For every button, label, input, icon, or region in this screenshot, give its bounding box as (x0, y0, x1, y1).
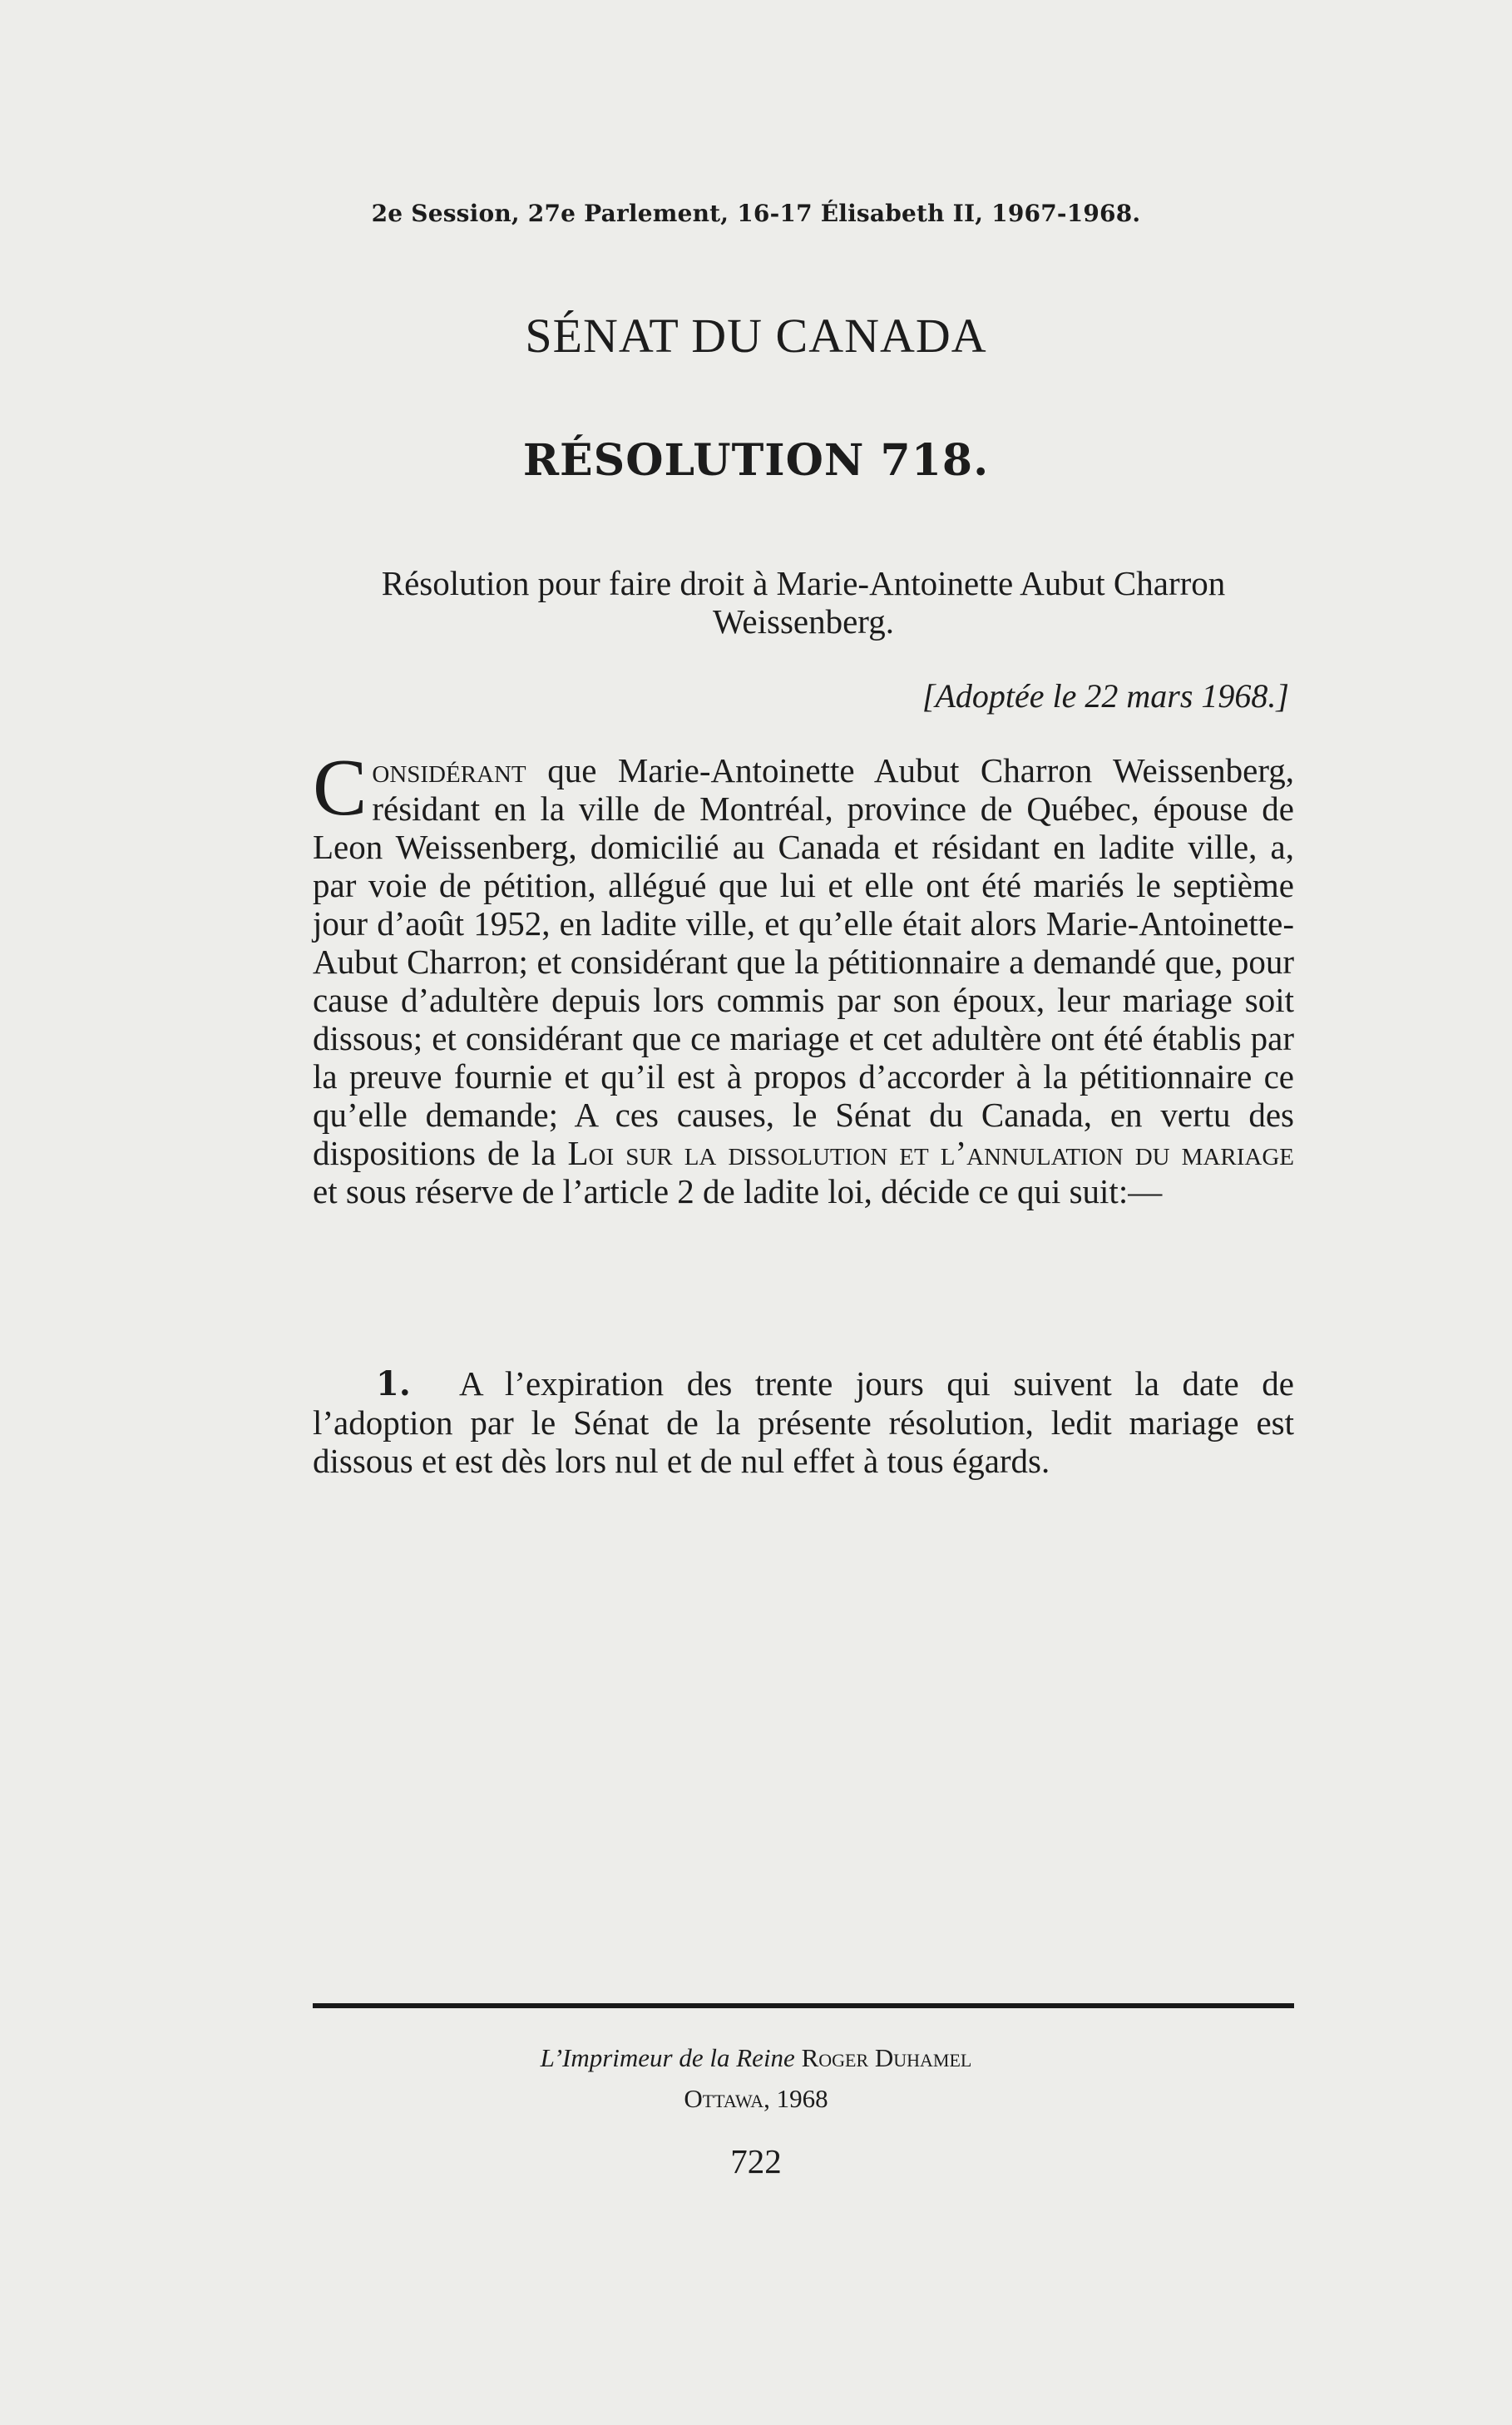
preamble (313, 743, 1294, 1210)
section-text: A l’expiration des trente jours qui suivent la date de l’adoption par le Sénat de la présente résolution, ledit mariage est dissous et est dès lors nul et de nul effet à tous égards. (313, 1364, 1294, 1480)
adoption-date (922, 676, 1289, 715)
dropcap: C (313, 743, 368, 833)
adoption-date-text: [Adoptée le 22 mars 1968.] (922, 677, 1289, 715)
printer-name: Roger Duhamel (801, 2043, 972, 2072)
city-line (0, 2084, 1512, 2114)
preamble-lead: onsidérant (372, 751, 526, 789)
preamble-text-1: que Marie-Antoinette Aubut Charron Weissenberg, résidant en la ville de Montréal, province de Québec, épouse de Leon Weissenberg, domicilié au Canada et résidant en ladite ville, a, par voie de pétition, allégué que lui et elle ont été mariés le septième jour d’août 1952, en ladite ville, et qu’elle était alors Marie-Antoinette-Aubut Charron; et considérant que la pétitionnaire a demandé que, pour cause d’adultère depuis lors commis par son époux, leur mariage soit dissous; et considérant que ce mariage et cet adultère ont été établis par la preuve fournie et qu’il est à propos d’accorder à la pétitionnaire ce qu’elle demande; A ces causes, le Sénat du Canada, en vertu des dispositions de la (313, 751, 1294, 1172)
printer-title: L’Imprimeur de la Reine (540, 2043, 795, 2072)
page-number: 722 (730, 2142, 782, 2180)
city-year: Ottawa, 1968 (684, 2084, 828, 2113)
preamble-paragraph (313, 743, 1294, 1210)
footer-rule (313, 2003, 1294, 2008)
house-title: SÉNAT DU CANADA (525, 309, 987, 363)
resolution-subtitle: Résolution pour faire droit à Marie-Antoinette Aubut Charron Weissenberg. (381, 564, 1226, 641)
resolution-title: RÉSOLUTION 718. (522, 435, 990, 486)
act-name: Loi sur la dissolution et l’annulation du mariage (567, 1134, 1294, 1172)
printer-line (0, 2043, 1512, 2073)
section-1 (313, 1364, 1294, 1480)
section-number: 1. (376, 1364, 411, 1403)
section-paragraph (313, 1364, 1294, 1480)
preamble-text-2: et sous réserve de l’article 2 de ladite loi, décide ce qui suit:— (313, 1172, 1163, 1210)
session-header: 2e Session, 27e Parlement, 16-17 Élisabeth II, 1967-1968. (371, 200, 1141, 227)
